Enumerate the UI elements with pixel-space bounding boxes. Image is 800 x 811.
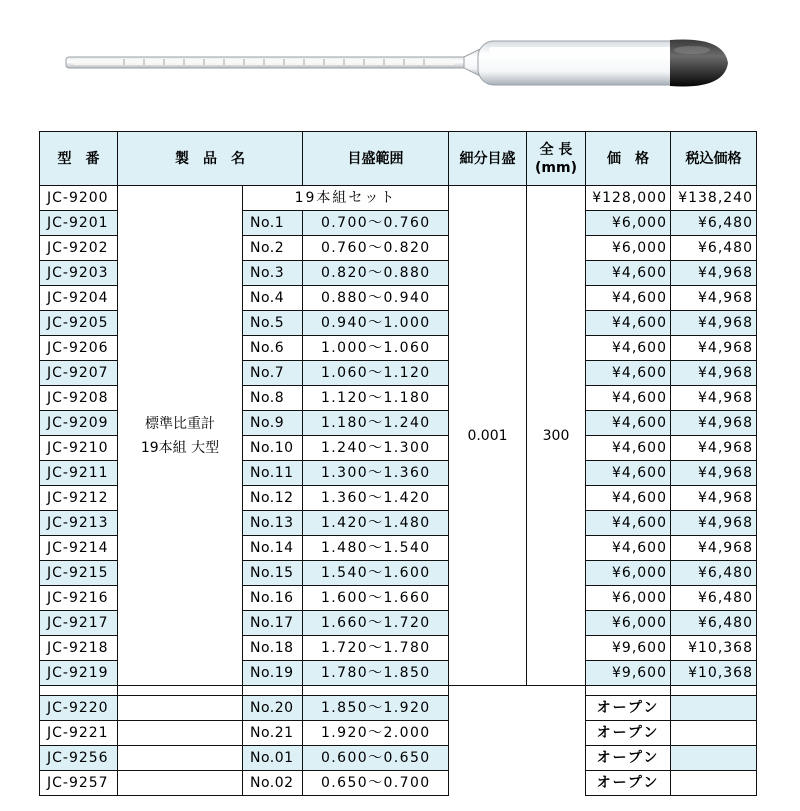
table-row	[40, 186, 757, 211]
model-cell: JC-9221	[40, 721, 118, 746]
number-cell: No.18	[243, 636, 303, 661]
price-cell: ¥6,000	[586, 611, 671, 636]
price-tax-cell: ¥10,368	[671, 636, 757, 661]
number-cell: No.7	[243, 361, 303, 386]
price-cell: オープン	[586, 746, 671, 771]
price-tax-cell: ¥10,368	[671, 661, 757, 686]
price-tax-cell: ¥6,480	[671, 211, 757, 236]
range-cell: 1.360〜1.420	[303, 486, 449, 511]
price-tax-cell: ¥6,480	[671, 561, 757, 586]
header-price-tax: 税込価格	[671, 132, 757, 186]
number-cell: No.12	[243, 486, 303, 511]
model-cell: JC-9202	[40, 236, 118, 261]
specification-table	[39, 131, 757, 796]
number-cell: No.10	[243, 436, 303, 461]
spacer-cell-number	[243, 686, 303, 696]
price-tax-cell: ¥6,480	[671, 586, 757, 611]
range-cell: 0.880〜0.940	[303, 286, 449, 311]
model-cell: JC-9205	[40, 311, 118, 336]
model-cell: JC-9201	[40, 211, 118, 236]
range-cell: 0.700〜0.760	[303, 211, 449, 236]
number-cell: No.9	[243, 411, 303, 436]
model-cell: JC-9217	[40, 611, 118, 636]
model-cell: JC-9214	[40, 536, 118, 561]
price-tax-cell: ¥4,968	[671, 486, 757, 511]
price-cell: ¥4,600	[586, 336, 671, 361]
table-row	[40, 771, 757, 796]
price-cell: オープン	[586, 721, 671, 746]
price-cell: ¥6,000	[586, 561, 671, 586]
table-row	[40, 746, 757, 771]
model-cell: JC-9208	[40, 386, 118, 411]
blank-name-cell	[118, 696, 243, 721]
price-cell: ¥4,600	[586, 461, 671, 486]
spacer-cell-price	[586, 686, 671, 696]
model-cell: JC-9256	[40, 746, 118, 771]
range-cell: 1.240〜1.300	[303, 436, 449, 461]
range-cell: 0.760〜0.820	[303, 236, 449, 261]
range-cell: 1.780〜1.850	[303, 661, 449, 686]
header-price: 価 格	[586, 132, 671, 186]
blank-price-tax-cell	[671, 771, 757, 796]
number-cell: No.4	[243, 286, 303, 311]
spacer-cell-name	[118, 686, 243, 696]
range-cell: 1.920〜2.000	[303, 721, 449, 746]
number-cell: No.16	[243, 586, 303, 611]
price-cell: ¥4,600	[586, 486, 671, 511]
price-tax-cell: ¥4,968	[671, 411, 757, 436]
number-cell: No.2	[243, 236, 303, 261]
number-cell: No.01	[243, 746, 303, 771]
price-tax-cell: ¥4,968	[671, 336, 757, 361]
length-cell: 300	[527, 186, 586, 686]
product-name-line2: 19本組 大型	[140, 439, 220, 456]
model-cell: JC-9206	[40, 336, 118, 361]
range-cell: 1.180〜1.240	[303, 411, 449, 436]
model-cell: JC-9210	[40, 436, 118, 461]
table-row	[40, 696, 757, 721]
price-cell: ¥9,600	[586, 636, 671, 661]
price-tax-cell: ¥138,240	[671, 186, 757, 211]
header-product: 製 品 名	[118, 132, 303, 186]
range-cell: 1.060〜1.120	[303, 361, 449, 386]
number-cell: No.11	[243, 461, 303, 486]
model-cell: JC-9212	[40, 486, 118, 511]
header-row	[40, 132, 757, 186]
range-cell: 0.600〜0.650	[303, 746, 449, 771]
hydrometer-illustration	[64, 30, 732, 96]
price-cell: ¥4,600	[586, 386, 671, 411]
product-name-cell	[118, 186, 243, 686]
spacer-cell-price-tax	[671, 686, 757, 696]
model-cell: JC-9209	[40, 411, 118, 436]
product-name-line1: 標準比重計	[145, 415, 215, 432]
price-cell: ¥4,600	[586, 311, 671, 336]
range-cell: 1.300〜1.360	[303, 461, 449, 486]
range-cell: 1.850〜1.920	[303, 696, 449, 721]
blank-name-cell	[118, 721, 243, 746]
price-cell: ¥128,000	[586, 186, 671, 211]
range-cell: 1.000〜1.060	[303, 336, 449, 361]
price-cell: ¥4,600	[586, 411, 671, 436]
range-cell: 1.660〜1.720	[303, 611, 449, 636]
number-cell: No.17	[243, 611, 303, 636]
spacer-cell-division	[449, 686, 586, 696]
number-cell: No.15	[243, 561, 303, 586]
price-cell: オープン	[586, 696, 671, 721]
header-length-line1: 全 長	[539, 141, 573, 158]
model-cell: JC-9204	[40, 286, 118, 311]
range-cell: 0.650〜0.700	[303, 771, 449, 796]
header-model: 型 番	[40, 132, 118, 186]
model-cell: JC-9207	[40, 361, 118, 386]
range-cell: 1.480〜1.540	[303, 536, 449, 561]
table-row	[40, 721, 757, 746]
price-cell: ¥9,600	[586, 661, 671, 686]
number-cell: No.3	[243, 261, 303, 286]
price-tax-cell: ¥4,968	[671, 386, 757, 411]
number-cell: No.5	[243, 311, 303, 336]
set-label-cell: 19本組セット	[243, 186, 449, 211]
range-cell: 1.420〜1.480	[303, 511, 449, 536]
price-cell: ¥6,000	[586, 236, 671, 261]
blank-spec-cell	[449, 746, 586, 771]
number-cell: No.1	[243, 211, 303, 236]
blank-name-cell	[118, 746, 243, 771]
model-cell: JC-9211	[40, 461, 118, 486]
range-cell: 1.120〜1.180	[303, 386, 449, 411]
price-tax-cell: ¥4,968	[671, 536, 757, 561]
price-cell: ¥4,600	[586, 511, 671, 536]
blank-price-tax-cell	[671, 721, 757, 746]
price-tax-cell: ¥4,968	[671, 261, 757, 286]
header-length-line2: (mm)	[535, 159, 577, 176]
price-cell: オープン	[586, 771, 671, 796]
blank-price-tax-cell	[671, 696, 757, 721]
price-tax-cell: ¥4,968	[671, 286, 757, 311]
number-cell: No.20	[243, 696, 303, 721]
header-length	[527, 132, 586, 186]
price-cell: ¥6,000	[586, 211, 671, 236]
blank-name-cell	[118, 771, 243, 796]
number-cell: No.13	[243, 511, 303, 536]
model-cell: JC-9213	[40, 511, 118, 536]
price-tax-cell: ¥4,968	[671, 511, 757, 536]
price-tax-cell: ¥4,968	[671, 361, 757, 386]
model-cell: JC-9203	[40, 261, 118, 286]
range-cell: 0.820〜0.880	[303, 261, 449, 286]
price-tax-cell: ¥4,968	[671, 436, 757, 461]
header-range: 目盛範囲	[303, 132, 449, 186]
spacer-cell-range	[303, 686, 449, 696]
blank-spec-cell	[449, 696, 586, 721]
price-tax-cell: ¥4,968	[671, 311, 757, 336]
price-cell: ¥4,600	[586, 261, 671, 286]
model-cell: JC-9218	[40, 636, 118, 661]
model-cell: JC-9200	[40, 186, 118, 211]
price-cell: ¥6,000	[586, 586, 671, 611]
range-cell: 1.720〜1.780	[303, 636, 449, 661]
model-cell: JC-9215	[40, 561, 118, 586]
division-cell: 0.001	[449, 186, 527, 686]
number-cell: No.8	[243, 386, 303, 411]
number-cell: No.21	[243, 721, 303, 746]
header-division: 細分目盛	[449, 132, 527, 186]
range-cell: 1.540〜1.600	[303, 561, 449, 586]
range-cell: 1.600〜1.660	[303, 586, 449, 611]
price-tax-cell: ¥6,480	[671, 611, 757, 636]
price-tax-cell: ¥6,480	[671, 236, 757, 261]
number-cell: No.14	[243, 536, 303, 561]
price-cell: ¥4,600	[586, 436, 671, 461]
spacer-row	[40, 686, 757, 696]
range-cell: 0.940〜1.000	[303, 311, 449, 336]
number-cell: No.19	[243, 661, 303, 686]
number-cell: No.6	[243, 336, 303, 361]
model-cell: JC-9216	[40, 586, 118, 611]
price-cell: ¥4,600	[586, 286, 671, 311]
number-cell: No.02	[243, 771, 303, 796]
blank-spec-cell	[449, 771, 586, 796]
spacer-cell-model	[40, 686, 118, 696]
model-cell: JC-9220	[40, 696, 118, 721]
blank-spec-cell	[449, 721, 586, 746]
model-cell: JC-9219	[40, 661, 118, 686]
model-cell: JC-9257	[40, 771, 118, 796]
price-cell: ¥4,600	[586, 536, 671, 561]
price-cell: ¥4,600	[586, 361, 671, 386]
price-tax-cell: ¥4,968	[671, 461, 757, 486]
blank-price-tax-cell	[671, 746, 757, 771]
